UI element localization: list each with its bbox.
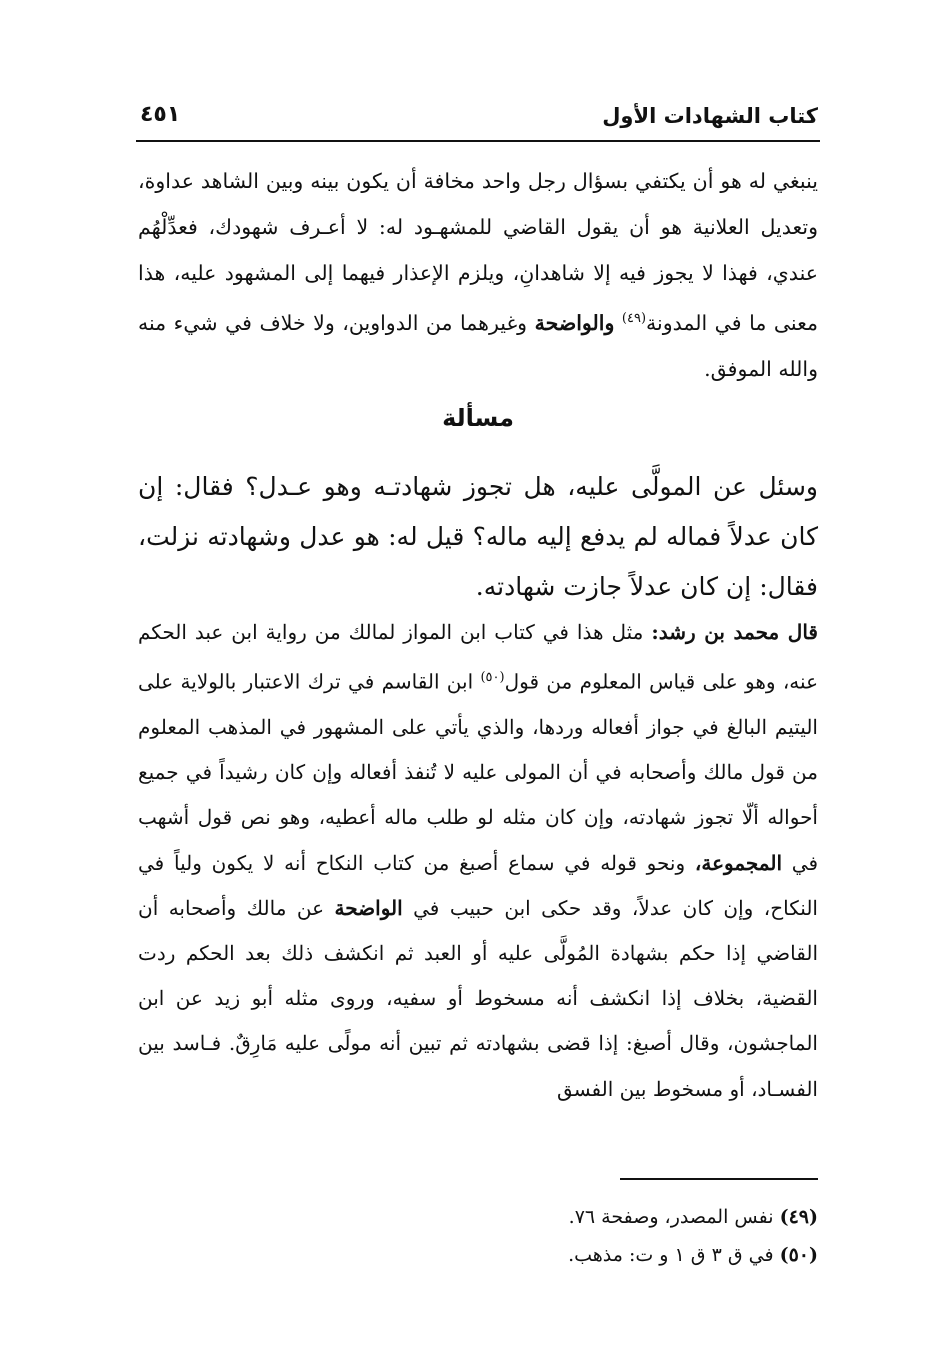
bold-term: الواضحة <box>334 895 403 920</box>
footnotes <box>138 1198 818 1274</box>
footnote-marker: (٤٩) <box>779 1206 818 1228</box>
footnote-text: في ق ٣ ق ١ و ت: مذهب. <box>568 1244 774 1266</box>
footnote-rule <box>620 1178 818 1180</box>
commentary-text: ابن القاسم في ترك الاعتبار بالولاية على اليتيم البالغ في جواز أفعاله وردها، والذي يأتي على المشهور في المذهب المعلوم من قول مالك وأصحابه في أن المولى عليه لا تُنفذ أفعاله وإن كان رشيداً في جميع أحواله ألّا تجوز شهادته، وإن كان مثله لو طلب ماله أعطيه، وهو نص قول أشهب في <box>138 669 819 875</box>
speaker-label: قال محمد بن رشد: <box>651 620 818 644</box>
question-paragraph: وسئل عن المولَّى عليه، هل تجوز شهادتـه وهو عـدل؟ فقال: إن كان عدلاً فماله لم يدفع إليه ماله؟ قيل له: هو عدل وشهادته نزلت، فقال: إن كان عدلاً جازت شهادته. <box>138 472 818 601</box>
section-heading: مسألة <box>442 404 514 432</box>
commentary-text: عن مالك وأصحابه أن القاضي إذا حكم بشهادة المُولَّى عليه أو العبد ثم انكشف ذلك بعد الحكم ردت القضية، بخلاف إذا انكشف أنه مسخوط أو سفيه، وروى مثله أبو زيد عن ابن الماجشون، وقال أصبغ: إذا قضى بشهادته ثم تبين أنه مولًى عليه مَارِقٌ. فـاسد بين الفسـاد، أو مسخوط بين الفسق <box>138 895 818 1101</box>
footnote <box>138 1236 818 1274</box>
footnote-text: نفس المصدر، وصفحة ٧٦. <box>568 1206 774 1228</box>
footnote <box>138 1198 818 1236</box>
paragraph-text: وغيرهما من الدواوين، ولا خلاف في شيء منه والله الموفق. <box>138 310 818 381</box>
commentary-text: ونحو قوله في سماع أصبغ من كتاب النكاح أنه لا يكون ولياً في النكاح، وإن كان عدلاً، وقد حكى ابن حبيب في <box>138 850 818 920</box>
running-title: كتاب الشهادات الأول <box>602 104 818 128</box>
bold-term: المجموعة، <box>694 850 783 875</box>
footnote-marker: (٥٠) <box>779 1244 818 1266</box>
footnote-reference: (٥٠) <box>480 670 505 686</box>
commentary-text: مثل هذا في كتاب ابن المواز لمالك من رواية ابن عبد الحكم عنه، وهو على قياس المعلوم من قول <box>138 620 818 694</box>
header-rule <box>136 140 820 142</box>
footnote-reference: (٤٩) <box>621 311 647 326</box>
page-header <box>138 98 818 138</box>
page-number: ٤٥١ <box>140 102 181 127</box>
bold-term: والواضحة <box>534 310 615 335</box>
opening-paragraph <box>138 158 818 392</box>
commentary-paragraph <box>138 610 818 1112</box>
paragraph-text: ينبغي له هو أن يكتفي بسؤال رجل واحد مخافة أن يكون بينه وبين الشاهد عداوة، وتعديل العلانية هو أن يقول القاضي للمشهـود له: لا أعـرف شهودك، فعدِّلْهُم عندي، فهذا لا يجوز فيه إلا شاهدانِ، ويلزم الإعذار فيهما إلى المشهود عليه، هذا معنى ما في المدونة <box>138 169 818 335</box>
